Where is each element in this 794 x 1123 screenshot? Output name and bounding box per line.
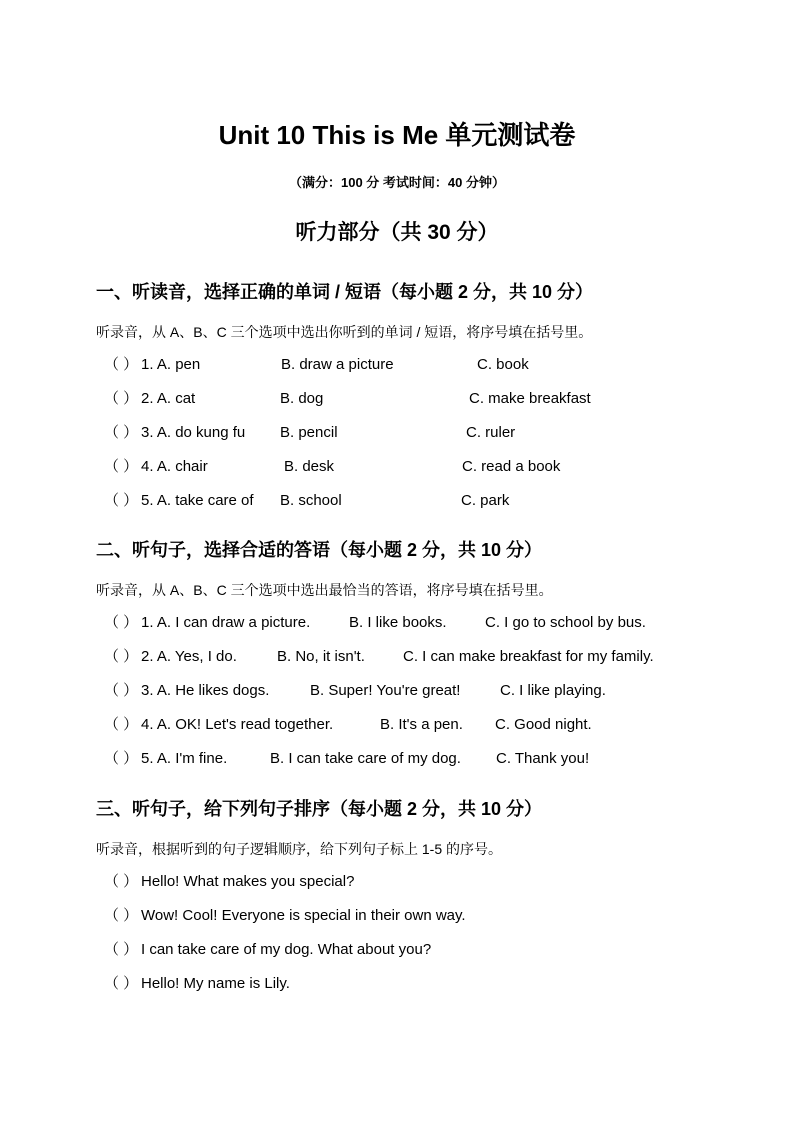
sentence-text: Hello! What makes you special? (141, 873, 355, 890)
option-c: C. ruler (466, 424, 516, 441)
option-a: 4. A. chair (141, 458, 208, 475)
option-b: B. dog (280, 390, 324, 407)
option-c: C. I can make breakfast for my family. (403, 648, 654, 665)
sentence-text: Hello! My name is Lily. (141, 975, 290, 992)
answer-blank[interactable]: （ ） (104, 424, 139, 441)
option-b: B. draw a picture (281, 356, 394, 373)
option-c: C. book (477, 356, 529, 373)
answer-blank[interactable]: （ ） (104, 941, 139, 958)
option-b: B. I like books. (349, 614, 447, 631)
page-title: Unit 10 This is Me 单元测试卷 (218, 120, 576, 150)
answer-blank[interactable]: （ ） (104, 614, 139, 631)
answer-blank[interactable]: （ ） (104, 975, 139, 992)
option-b: B. I can take care of my dog. (270, 750, 461, 767)
answer-blank[interactable]: （ ） (104, 390, 139, 407)
option-a: 4. A. OK! Let's read together. (141, 716, 334, 733)
option-b: B. No, it isn't. (277, 648, 365, 665)
option-a: 3. A. He likes dogs. (141, 682, 270, 699)
question-row (0, 354, 794, 376)
answer-blank[interactable]: （ ） (104, 682, 139, 699)
section-1-heading: 一、听读音，选择正确的单词 / 短语（每小题 2 分，共 10 分） (96, 282, 594, 302)
listening-part-title: 听力部分（共 30 分） (295, 221, 499, 244)
answer-blank[interactable]: （ ） (104, 907, 139, 924)
ordering-row (0, 939, 794, 961)
option-c: C. park (461, 492, 510, 509)
section-2-heading: 二、听句子，选择合适的答语（每小题 2 分，共 10 分） (96, 540, 543, 560)
option-b: B. Super! You're great! (310, 682, 461, 699)
option-a: 1. A. pen (141, 356, 201, 373)
ordering-row (0, 871, 794, 893)
option-c: C. Thank you! (496, 750, 590, 767)
sentence-text: I can take care of my dog. What about you? (141, 941, 432, 958)
answer-blank[interactable]: （ ） (104, 356, 139, 373)
option-a: 3. A. do kung fu (141, 424, 246, 441)
question-row (0, 612, 794, 634)
section-3-instruction: 听录音，根据听到的句子逻辑顺序，给下列句子标上 1-5 的序号。 (96, 841, 503, 857)
section-1-instruction: 听录音，从 A、B、C 三个选项中选出你听到的单词 / 短语，将序号填在括号里。 (96, 324, 593, 340)
question-row (0, 456, 794, 478)
option-c: C. Good night. (495, 716, 592, 733)
question-row (0, 680, 794, 702)
section-2-instruction: 听录音，从 A、B、C 三个选项中选出最恰当的答语，将序号填在括号里。 (96, 582, 553, 598)
sentence-text: Wow! Cool! Everyone is special in their own way. (141, 907, 466, 924)
score-time-note: （满分：100 分 考试时间：40 分钟） (289, 175, 505, 190)
question-row (0, 646, 794, 668)
question-row (0, 388, 794, 410)
question-row (0, 714, 794, 736)
question-row (0, 490, 794, 512)
question-row (0, 748, 794, 770)
answer-blank[interactable]: （ ） (104, 648, 139, 665)
option-b: B. pencil (280, 424, 338, 441)
answer-blank[interactable]: （ ） (104, 492, 139, 509)
section-3-heading: 三、听句子，给下列句子排序（每小题 2 分，共 10 分） (96, 799, 543, 819)
option-c: C. I go to school by bus. (485, 614, 646, 631)
answer-blank[interactable]: （ ） (104, 750, 139, 767)
option-a: 1. A. I can draw a picture. (141, 614, 311, 631)
option-b: B. It's a pen. (380, 716, 463, 733)
option-a: 2. A. Yes, I do. (141, 648, 237, 665)
answer-blank[interactable]: （ ） (104, 716, 139, 733)
question-row (0, 422, 794, 444)
option-b: B. school (280, 492, 342, 509)
option-c: C. read a book (462, 458, 561, 475)
ordering-row (0, 973, 794, 995)
answer-blank[interactable]: （ ） (104, 458, 139, 475)
option-c: C. I like playing. (500, 682, 606, 699)
option-a: 2. A. cat (141, 390, 196, 407)
option-a: 5. A. take care of (141, 492, 254, 509)
option-c: C. make breakfast (469, 390, 591, 407)
option-b: B. desk (284, 458, 335, 475)
option-a: 5. A. I'm fine. (141, 750, 228, 767)
answer-blank[interactable]: （ ） (104, 873, 139, 890)
ordering-row (0, 905, 794, 927)
